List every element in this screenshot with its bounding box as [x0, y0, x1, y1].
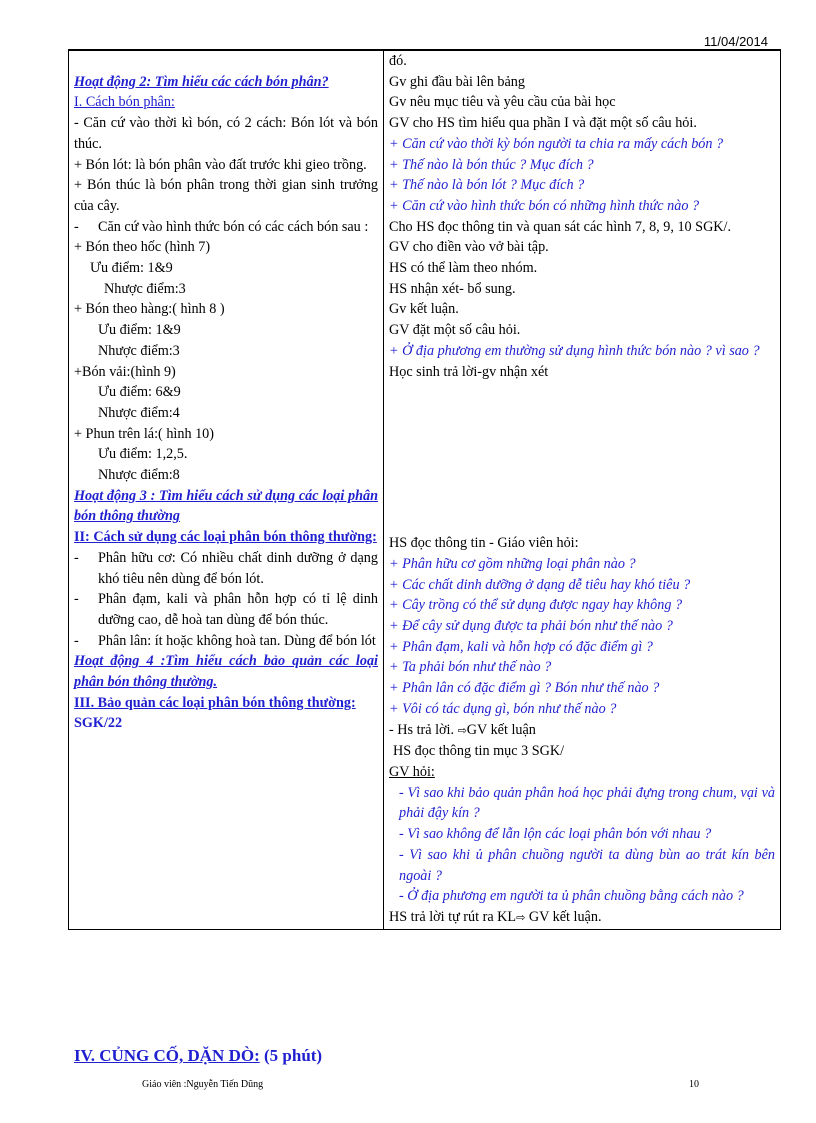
question: + Ta phải bón như thế nào ?	[389, 659, 552, 676]
table-row	[69, 51, 781, 930]
activity-3-title: Hoạt động 3 : Tìm hiểu cách sử dụng các loại phân bón thông thường	[74, 487, 378, 525]
method-advantage: Ưu điểm: 1&9	[90, 260, 173, 277]
question: - Vì sao khi bảo quản phân hoá học phải đựng trong chum, vại và phải đậy kín ?	[399, 784, 775, 822]
section-4-title: IV. CỦNG CỐ, DẶN DÒ:	[74, 1046, 260, 1065]
dash-marker: -	[74, 632, 79, 649]
text-line: Cho HS đọc thông tin và quan sát các hình 7, 8, 9, 10 SGK/.	[389, 218, 732, 235]
dash-text: Phân lân: ít hoặc không hoà tan. Dùng để bón lót	[98, 632, 376, 649]
question: + Căn cứ vào hình thức bón có những hình thức nào ?	[389, 197, 700, 214]
section-4-heading	[74, 1046, 322, 1066]
text-line	[389, 720, 775, 742]
text-line: Học sinh trả lời-gv nhận xét	[389, 363, 549, 380]
footer-page-number: 10	[689, 1079, 699, 1090]
text-line: HS đọc thông tin - Giáo viên hỏi:	[389, 535, 579, 552]
sgk-reference: SGK/22	[74, 715, 123, 732]
arrow-right-icon: ⇨	[457, 723, 467, 737]
question: + Phân đạm, kali và hỗn hợp có đặc điểm gì ?	[389, 638, 653, 655]
question: + Thế nào là bón thúc ? Mục đích ?	[389, 156, 594, 173]
method-advantage: Ưu điểm: 1&9	[98, 322, 181, 339]
dash-item	[74, 548, 378, 589]
dash-text: Phân đạm, kali và phân hỗn hợp có tỉ lệ dinh dưỡng cao, dễ hoà tan dùng để bón thúc.	[98, 591, 378, 628]
question: + Cây trồng có thể sử dụng được ngay hay không ?	[389, 597, 683, 614]
paragraph: - Căn cứ vào thời kì bón, có 2 cách: Bón lót và bón thúc.	[74, 115, 378, 152]
question: + Phân hữu cơ gồm những loại phân nào ?	[389, 555, 636, 572]
question: + Để cây sử dụng được ta phải bón như thế nào ?	[389, 618, 673, 635]
dash-item	[74, 217, 378, 238]
section-2-title: II: Cách sử dụng các loại phân bón thông thường:	[74, 529, 377, 546]
question: + Vôi có tác dụng gì, bón như thế nào ?	[389, 700, 617, 717]
method-disadvantage: Nhược điểm:3	[104, 280, 186, 297]
spacer	[389, 382, 775, 533]
text-line: Gv ghi đầu bài lên bảng	[389, 73, 525, 90]
dash-marker: -	[74, 591, 79, 608]
method-hoc: + Bón theo hốc (hình 7)	[74, 239, 211, 256]
text-line: HS nhận xét- bổ sung.	[389, 280, 516, 297]
section-1-title: I. Cách bón phân:	[74, 94, 175, 111]
activity-2-title: Hoạt động 2: Tìm hiểu các cách bón phân?	[74, 73, 329, 90]
text-line: GV cho điền vào vở bài tập.	[389, 239, 549, 256]
question: - Vì sao khi ủ phân chuồng người ta dùng bùn ao trát kín bên ngoài ?	[399, 846, 775, 884]
text-line	[389, 907, 775, 929]
paragraph: + Bón thúc là bón phân trong thời gian sinh trưởng của cây.	[74, 177, 378, 214]
text-line: Gv kết luận.	[389, 301, 459, 318]
activity-4-title: Hoạt động 4 :Tìm hiểu cách bảo quản các loại phân bón thông thường.	[74, 653, 378, 691]
question: + Căn cứ vào thời kỳ bón người ta chia ra mấy cách bón ?	[389, 135, 724, 152]
text-line: HS đọc thông tin mục 3 SGK/	[393, 743, 565, 760]
section-3-title: III. Bảo quản các loại phân bón thông thường:	[74, 694, 356, 711]
text-line: HS có thể làm theo nhóm.	[389, 260, 538, 277]
lesson-table	[68, 50, 781, 930]
method-phun: + Phun trên lá:( hình 10)	[74, 425, 215, 442]
text-line: GV hỏi:	[389, 763, 435, 780]
method-disadvantage: Nhược điểm:4	[98, 404, 180, 421]
content-column	[69, 51, 384, 930]
question: - Vì sao không để lẫn lộn các loại phân bón với nhau ?	[399, 826, 712, 843]
question: - Ở địa phương em người ta ủ phân chuồng bằng cách nào ?	[399, 888, 744, 905]
dash-text: Phân hữu cơ: Có nhiều chất dinh dưỡng ở dạng khó tiêu nên dùng để bón lót.	[98, 549, 378, 587]
dash-item	[74, 631, 378, 652]
method-disadvantage: Nhược điểm:3	[98, 342, 180, 359]
question: + Phân lân có đặc điểm gì ? Bón như thế nào ?	[389, 680, 660, 697]
spacer	[74, 51, 378, 72]
dash-marker: -	[74, 218, 79, 235]
dash-text: Căn cứ vào hình thức bón có các cách bón sau :	[98, 218, 369, 235]
footer-teacher: Giáo viên :Nguyễn Tiến Dũng	[142, 1079, 264, 1090]
text-fragment: GV kết luận.	[528, 908, 602, 925]
text-line: GV đặt một số câu hỏi.	[389, 322, 521, 339]
text-fragment: GV kết luận	[466, 721, 536, 738]
method-vai: +Bón vải:(hình 9)	[74, 363, 176, 380]
dash-marker: -	[74, 549, 79, 566]
header-date: 11/04/2014	[703, 34, 768, 49]
text-line: Gv nêu mục tiêu và yêu cầu của bài học	[389, 94, 616, 111]
method-advantage: Ưu điểm: 6&9	[98, 384, 181, 401]
method-advantage: Ưu điểm: 1,2,5.	[98, 446, 188, 463]
section-4-duration: (5 phút)	[264, 1046, 323, 1065]
text-line: GV cho HS tìm hiểu qua phần I và đặt một số câu hỏi.	[389, 115, 697, 132]
text-line: đó.	[389, 53, 407, 69]
arrow-right-icon: ⇨	[516, 910, 526, 924]
text-fragment: HS trả lời tự rút ra KL	[389, 908, 517, 925]
teaching-column	[384, 51, 781, 930]
question: + Thế nào là bón lót ? Mục đích ?	[389, 177, 585, 194]
question: + Ở địa phương em thường sử dụng hình thức bón nào ? vì sao ?	[389, 342, 760, 359]
method-disadvantage: Nhược điểm:8	[98, 467, 180, 484]
text-fragment: - Hs trả lời.	[389, 721, 455, 738]
question: + Các chất dinh dưỡng ở dạng dễ tiêu hay khó tiêu ?	[389, 576, 691, 593]
dash-item	[74, 589, 378, 630]
method-hang: + Bón theo hàng:( hình 8 )	[74, 301, 225, 318]
paragraph: + Bón lót: là bón phân vào đất trước khi gieo trồng.	[74, 156, 367, 173]
